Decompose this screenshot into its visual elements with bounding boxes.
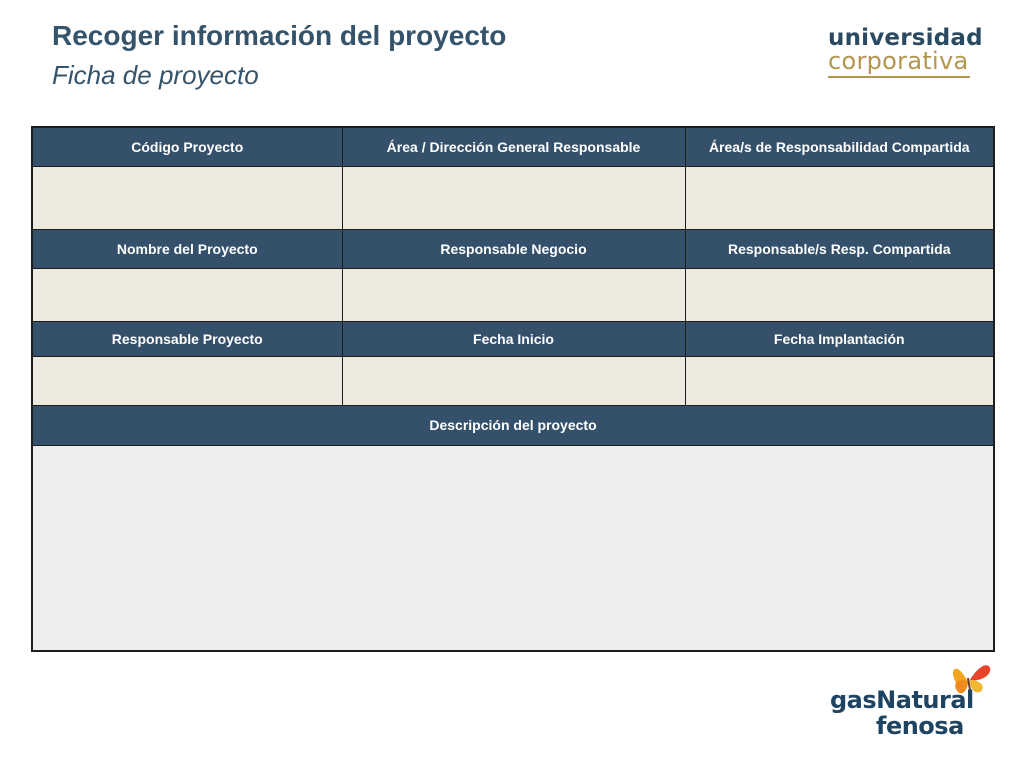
header-descripcion-proyecto: Descripción del proyecto bbox=[32, 405, 994, 445]
header-fecha-inicio: Fecha Inicio bbox=[342, 321, 685, 356]
field-area-direccion[interactable] bbox=[342, 166, 685, 229]
field-responsables-compartida[interactable] bbox=[685, 268, 994, 321]
gas-natural-fenosa-logo bbox=[830, 660, 995, 740]
logo-text-universidad: universidad bbox=[828, 25, 983, 51]
header-responsable-proyecto: Responsable Proyecto bbox=[32, 321, 342, 356]
field-fecha-inicio[interactable] bbox=[342, 356, 685, 405]
header-responsables-compartida: Responsable/s Resp. Compartida bbox=[685, 229, 994, 268]
field-areas-compartida[interactable] bbox=[685, 166, 994, 229]
header-responsable-negocio: Responsable Negocio bbox=[342, 229, 685, 268]
field-descripcion-proyecto[interactable] bbox=[32, 445, 994, 651]
header-nombre-proyecto: Nombre del Proyecto bbox=[32, 229, 342, 268]
header-codigo-proyecto: Código Proyecto bbox=[32, 127, 342, 166]
universidad-corporativa-logo bbox=[828, 25, 983, 78]
page-subtitle: Ficha de proyecto bbox=[52, 60, 259, 90]
logo-underline bbox=[828, 76, 970, 78]
project-form-table bbox=[31, 126, 995, 652]
logo-text-gasnatural: gasNatural bbox=[830, 686, 974, 714]
logo-text-fenosa: fenosa bbox=[876, 712, 964, 740]
field-responsable-proyecto[interactable] bbox=[32, 356, 342, 405]
logo-text-corporativa: corporativa bbox=[828, 47, 969, 75]
header-fecha-implantacion: Fecha Implantación bbox=[685, 321, 994, 356]
field-codigo-proyecto[interactable] bbox=[32, 166, 342, 229]
header-area-direccion: Área / Dirección General Responsable bbox=[342, 127, 685, 166]
field-nombre-proyecto[interactable] bbox=[32, 268, 342, 321]
page-title: Recoger información del proyecto bbox=[52, 20, 507, 51]
header-areas-compartida: Área/s de Responsabilidad Compartida bbox=[685, 127, 994, 166]
field-responsable-negocio[interactable] bbox=[342, 268, 685, 321]
field-fecha-implantacion[interactable] bbox=[685, 356, 994, 405]
